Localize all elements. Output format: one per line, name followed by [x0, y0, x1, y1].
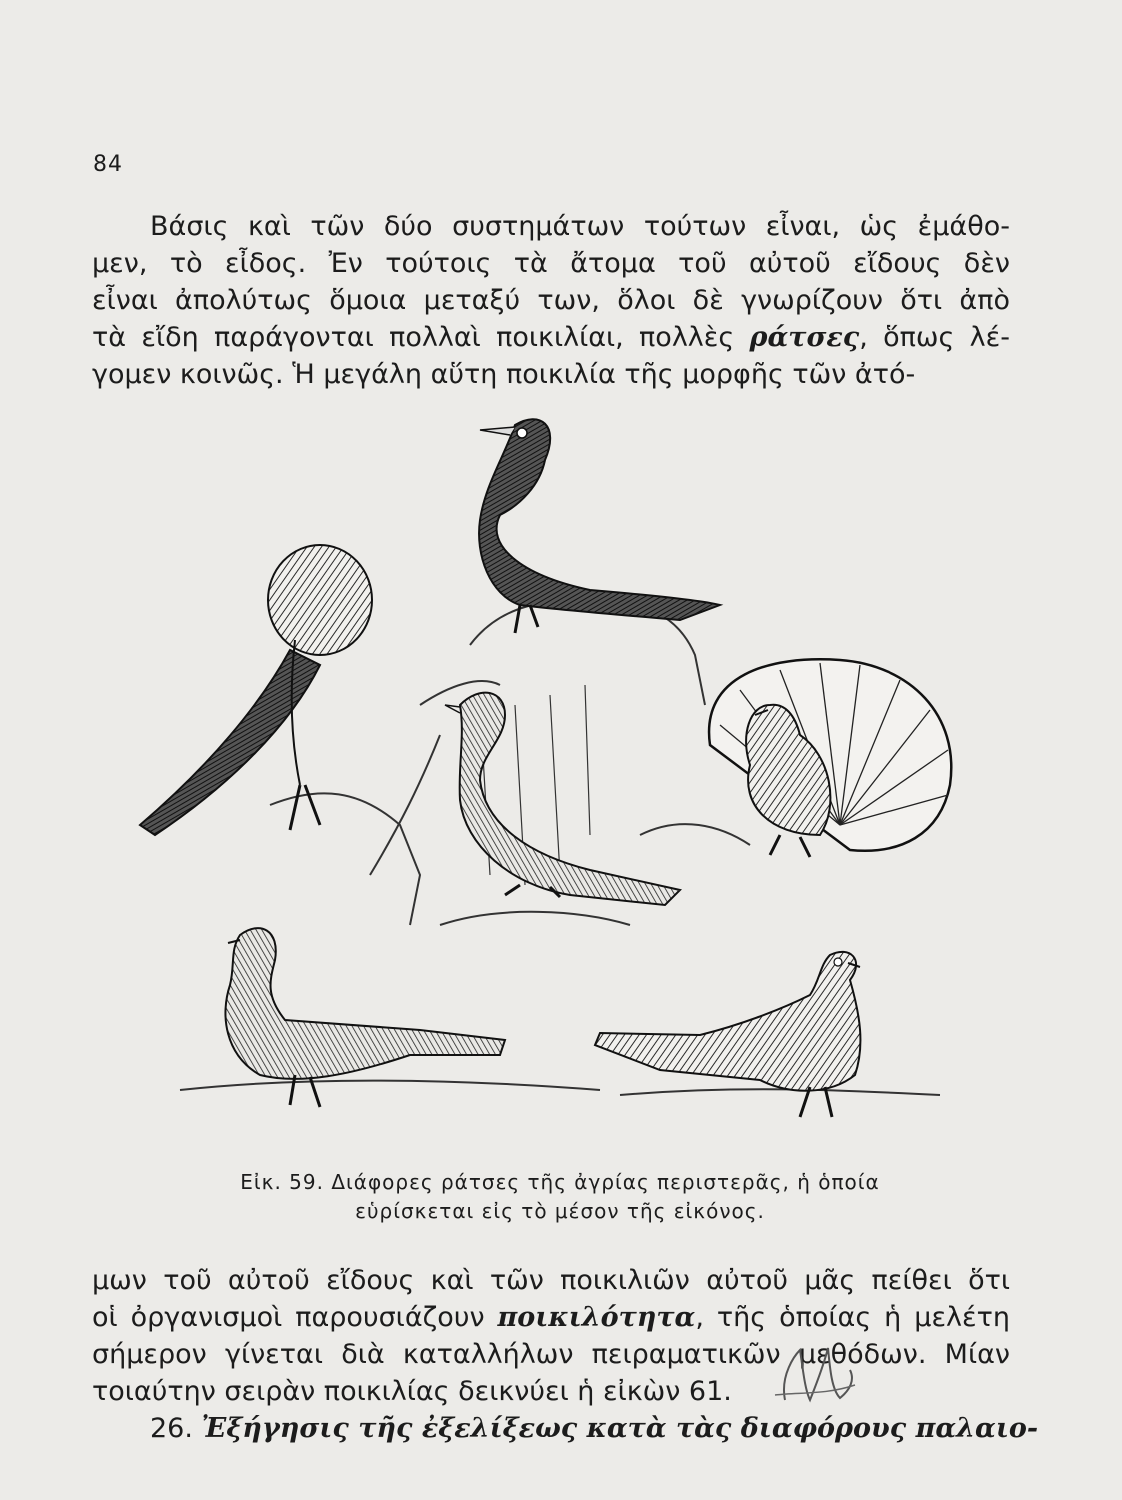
- text-segment: οἱ ὀργανισμοὶ παρουσιάζουν: [92, 1302, 498, 1333]
- pigeon-illustration: [120, 405, 990, 1140]
- pigeon-bottom-right: [595, 952, 860, 1117]
- text-line: μεν, τὸ εἶδος. Ἐν τούτοις τὰ ἄτομα τοῦ αὐτοῦ εἴδους δὲν: [92, 248, 1010, 279]
- text-line: [92, 1299, 1010, 1336]
- text-line: [92, 319, 1010, 356]
- caption-line: εὑρίσκεται εἰς τὸ μέσον τῆς εἰκόνος.: [355, 1199, 765, 1223]
- section-number: 26.: [150, 1413, 193, 1444]
- pigeon-top: [479, 419, 720, 633]
- emphasized-term: ποικιλότητα: [497, 1302, 696, 1333]
- bottom-paragraph: [92, 1262, 1039, 1447]
- caption-line: Εἰκ. 59. Διάφορες ράτσες τῆς ἀγρίας περιστερᾶς, ἡ ὁποία: [240, 1170, 880, 1194]
- emphasized-term: ράτσες: [749, 322, 860, 353]
- pigeon-fantail: [709, 659, 951, 857]
- page-number: 84: [93, 152, 123, 177]
- text-line: σήμερον γίνεται διὰ καταλλήλων πειραματικῶν μεθόδων. Μίαν: [92, 1339, 1010, 1370]
- text-segment: τὰ εἴδη παράγονται πολλαὶ ποικιλίαι, πολλὲς: [92, 322, 750, 353]
- pigeon-center: [445, 693, 680, 905]
- text-segment: , τῆς ὁποίας ἡ μελέτη: [695, 1302, 1010, 1333]
- section-title: Ἐξήγησις τῆς ἐξελίξεως κατὰ τὰς διαφόρους παλαιο-: [201, 1413, 1039, 1444]
- section-heading: [92, 1410, 1039, 1447]
- text-line: Βάσις καὶ τῶν δύο συστημάτων τούτων εἶναι, ὡς ἐμάθο-: [150, 211, 1010, 242]
- text-line: μων τοῦ αὐτοῦ εἴδους καὶ τῶν ποικιλιῶν αὐτοῦ μᾶς πείθει ὅτι: [92, 1265, 1010, 1296]
- text-line: τοιαύτην σειρὰν ποικιλίας δεικνύει ἡ εἰκὼν 61.: [92, 1376, 732, 1407]
- handwritten-mark: [770, 1340, 860, 1410]
- text-line: γομεν κοινῶς. Ἡ μεγάλη αὕτη ποικιλία τῆς μορφῆς τῶν ἀτό-: [92, 359, 916, 390]
- text-line: εἶναι ἀπολύτως ὅμοια μεταξύ των, ὅλοι δὲ γνωρίζουν ὅτι ἀπὸ: [92, 285, 1010, 316]
- pigeon-pouter: [140, 545, 372, 835]
- figure-caption: [150, 1168, 970, 1226]
- top-paragraph: [92, 208, 1010, 393]
- text-segment: , ὅπως λέ-: [859, 322, 1010, 353]
